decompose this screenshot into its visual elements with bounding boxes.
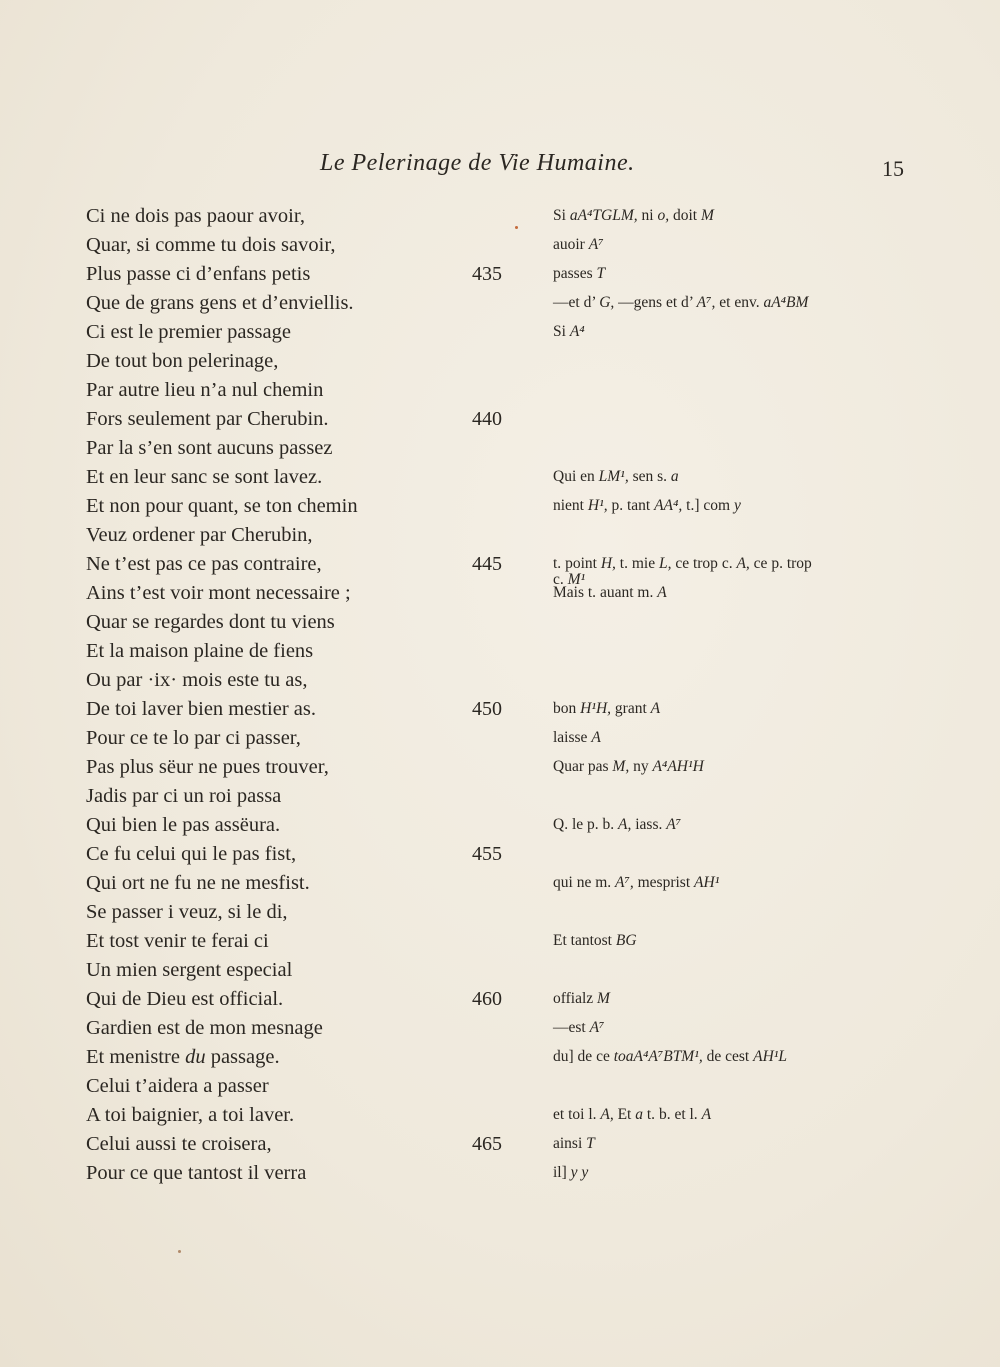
verse-text: Plus passe ci d’enfans petis: [86, 263, 311, 285]
verse-text: Veuz ordener par Cherubin,: [86, 524, 313, 546]
variant-reading: Et tantost BG: [553, 932, 637, 949]
verse-line: [86, 724, 526, 753]
variant-reading: laisse A: [553, 729, 601, 746]
verse-line: [86, 898, 526, 927]
variant-reading: ainsi T: [553, 1135, 595, 1152]
variant-reading: et toi l. A, Et a t. b. et l. A: [553, 1106, 712, 1123]
verse-text: Et non pour quant, se ton chemin: [86, 495, 358, 517]
variant-reading: Mais t. auant m. A: [553, 584, 667, 601]
verse-text: Pour ce que tantost il verra: [86, 1162, 307, 1184]
variant-reading: auoir A⁷: [553, 236, 604, 253]
variant-reading: —est A⁷: [553, 1019, 605, 1036]
verse-line: [86, 405, 526, 434]
variant-reading: il] y y: [553, 1164, 589, 1181]
running-head: Le Pelerinage de Vie Humaine.: [320, 150, 635, 176]
verse-text: Et la maison plaine de fiens: [86, 640, 314, 662]
verse-text: Ou par ·ix· mois este tu as,: [86, 669, 308, 691]
verse-line: [86, 695, 526, 724]
verse-text: Ains t’est voir mont necessaire ;: [86, 582, 351, 604]
variant-reading: t. point H, t. mie L, ce trop c. A, ce p. trop: [553, 555, 812, 572]
verse-text: Par autre lieu n’a nul chemin: [86, 379, 324, 401]
verse-text: Gardien est de mon mesnage: [86, 1017, 323, 1039]
variant-reading: du] de ce toaA⁴A⁷BTM¹, de cest AH¹L: [553, 1048, 788, 1065]
verse-text: Qui ort ne fu ne ne mesfist.: [86, 872, 310, 894]
variant-reading: bon H¹H, grant A: [553, 700, 661, 717]
verse-line: [86, 1159, 526, 1188]
verse-line: [86, 1043, 526, 1072]
verse-line: [86, 753, 526, 782]
ink-speck: [515, 226, 518, 229]
variant-reading: Qui en LM¹, sen s. a: [553, 468, 679, 485]
ink-speck: [178, 1250, 181, 1253]
verse-line: [86, 289, 526, 318]
verse-text: Par la s’en sont aucuns passez: [86, 437, 333, 459]
variant-reading: passes T: [553, 265, 606, 282]
verse-line: [86, 1101, 526, 1130]
line-number: 445: [472, 553, 502, 575]
verse-text: Se passer i veuz, si le di,: [86, 901, 288, 923]
variant-reading: Q. le p. b. A, iass. A⁷: [553, 816, 682, 833]
verse-line: [86, 550, 526, 579]
verse-text: Fors seulement par Cherubin.: [86, 408, 329, 430]
line-number: 435: [472, 263, 502, 285]
verse-line: [86, 1072, 526, 1101]
verse-text: Un mien sergent especial: [86, 959, 293, 981]
verse-text: Celui t’aidera a passer: [86, 1075, 269, 1097]
verse-line: [86, 840, 526, 869]
verse-text: Celui aussi te croisera,: [86, 1133, 272, 1155]
variant-reading: nient H¹, p. tant AA⁴, t.] com y: [553, 497, 741, 514]
verse-line: [86, 811, 526, 840]
verse-line: [86, 463, 526, 492]
verse-text: Que de grans gens et d’enviellis.: [86, 292, 354, 314]
verse-text: Et en leur sanc se sont lavez.: [86, 466, 323, 488]
variant-reading: offialz M: [553, 990, 610, 1007]
variant-reading: Si aA⁴TGLM, ni o, doit M: [553, 207, 714, 224]
verse-line: [86, 608, 526, 637]
verse-line: [86, 956, 526, 985]
verse-text: Ci est le premier passage: [86, 321, 291, 343]
verse-line: [86, 782, 526, 811]
variant-reading: Quar pas M, ny A⁴AH¹H: [553, 758, 704, 775]
verse-text: Ci ne dois pas paour avoir,: [86, 205, 305, 227]
verse-line: [86, 231, 526, 260]
variant-reading: —et d’ G, —gens et d’ A⁷, et env. aA⁴BM: [553, 294, 809, 311]
line-number: 465: [472, 1133, 502, 1155]
verse-line: [86, 1130, 526, 1159]
verse-text: Ce fu celui qui le pas fist,: [86, 843, 297, 865]
line-number: 455: [472, 843, 502, 865]
verse-column: [86, 202, 526, 1188]
verse-text: Et menistre du passage.: [86, 1046, 280, 1068]
verse-line: [86, 347, 526, 376]
verse-line: [86, 521, 526, 550]
variant-reading: Si A⁴: [553, 323, 585, 340]
line-number: 450: [472, 698, 502, 720]
verse-text: Et tost venir te ferai ci: [86, 930, 269, 952]
verse-text: Quar se regardes dont tu viens: [86, 611, 335, 633]
verse-line: [86, 985, 526, 1014]
verse-line: [86, 492, 526, 521]
verse-text: A toi baignier, a toi laver.: [86, 1104, 295, 1126]
verse-line: [86, 666, 526, 695]
verse-text: Ne t’est pas ce pas contraire,: [86, 553, 322, 575]
verse-line: [86, 318, 526, 347]
verse-text: Pas plus sëur ne pues trouver,: [86, 756, 329, 778]
verse-line: [86, 376, 526, 405]
verse-line: [86, 260, 526, 289]
verse-text: Jadis par ci un roi passa: [86, 785, 282, 807]
verse-text: Pour ce te lo par ci passer,: [86, 727, 301, 749]
verse-line: [86, 202, 526, 231]
verse-line: [86, 434, 526, 463]
verse-text: De toi laver bien mestier as.: [86, 698, 316, 720]
variant-reading: qui ne m. A⁷, mesprist AH¹: [553, 874, 720, 891]
line-number: 440: [472, 408, 502, 430]
verse-text: Qui bien le pas assëura.: [86, 814, 281, 836]
verse-line: [86, 927, 526, 956]
verse-line: [86, 579, 526, 608]
verse-text: Quar, si comme tu dois savoir,: [86, 234, 336, 256]
verse-line: [86, 869, 526, 898]
verse-line: [86, 1014, 526, 1043]
verse-line: [86, 637, 526, 666]
verse-text: Qui de Dieu est official.: [86, 988, 284, 1010]
verse-text: De tout bon pelerinage,: [86, 350, 279, 372]
variant-reading: c. M¹: [553, 570, 586, 588]
line-number: 460: [472, 988, 502, 1010]
page-number: 15: [882, 156, 904, 181]
